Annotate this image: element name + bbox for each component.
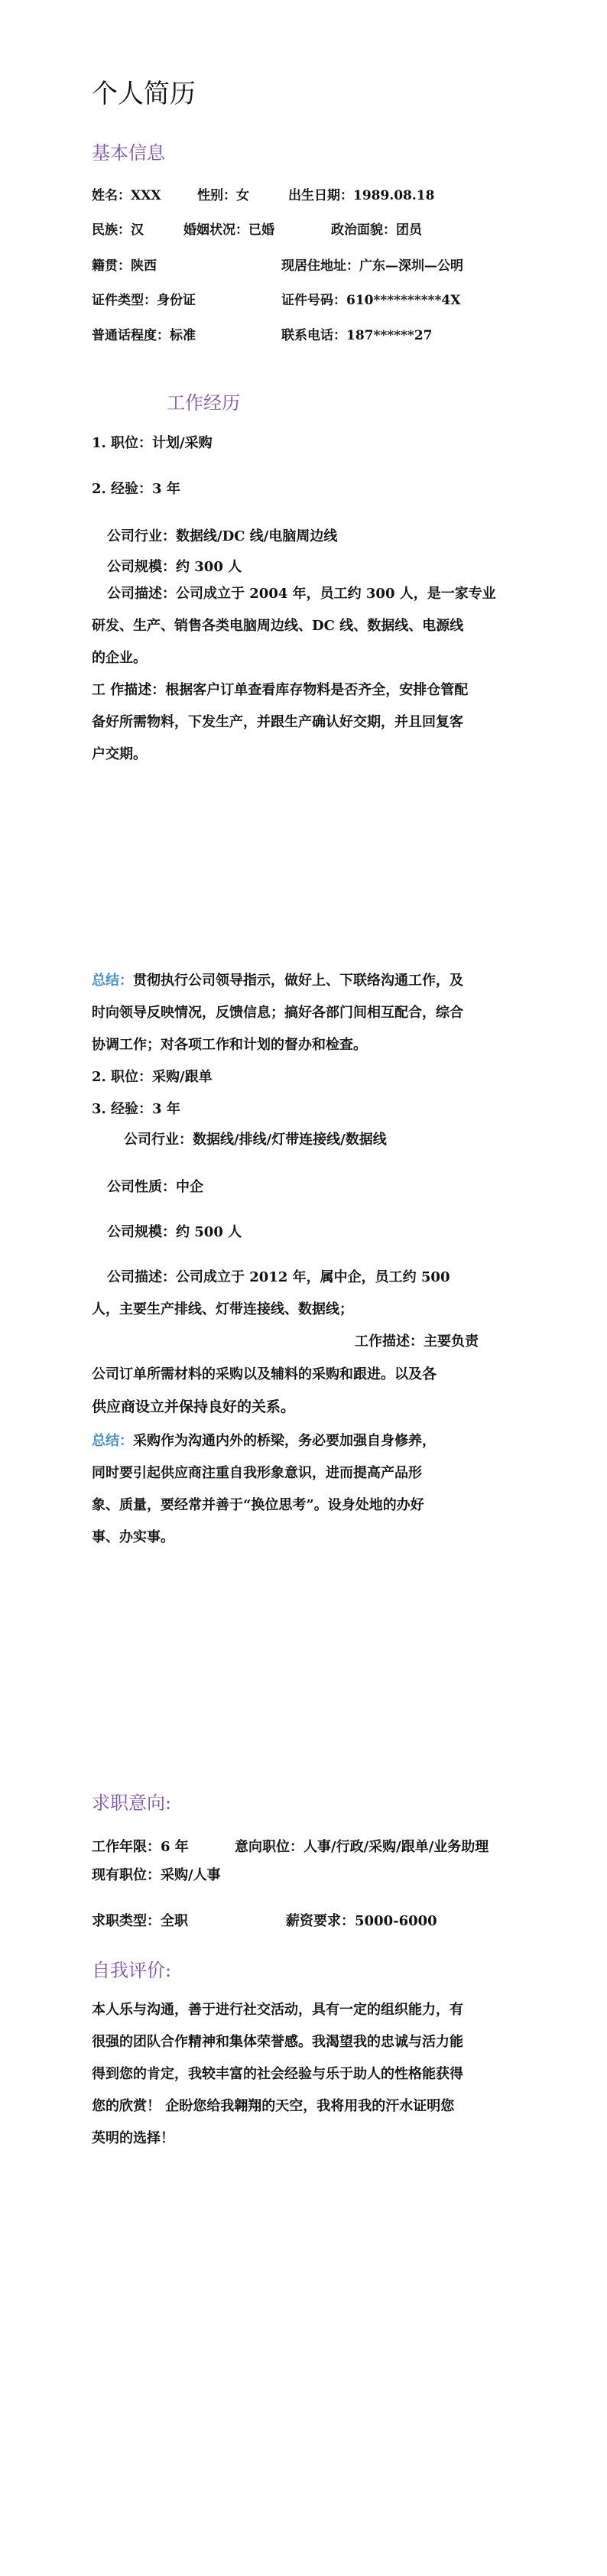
job2-summary-line: 同时要引起供应商注重自我形象意识，进而提高产品形: [92, 1465, 422, 1481]
native-field: 籍贯：陕西: [92, 258, 157, 274]
job2-description: [92, 1262, 479, 1423]
job1-experience: 2. 经验：3 年: [92, 481, 180, 497]
phone-field: 联系电话：187******27: [281, 328, 433, 343]
job2-duty-line: 工作描述：主要负责: [355, 1333, 479, 1350]
job1-desc-line: 公司描述：公司成立于 2004 年，员工约 300 人，是一家专业: [107, 586, 496, 602]
birth-field: 出生日期：1989.08.18: [288, 188, 435, 203]
job2-duty-line: 各: [422, 1366, 437, 1382]
job2-experience: 3. 经验：3 年: [92, 1101, 180, 1117]
gender-field: 性别：女: [197, 188, 249, 203]
work-heading: 工作经历: [167, 392, 240, 414]
self-eval-line: 本人乐与沟通，善于进行社交活动，具有一定的组织能力，有: [92, 2002, 463, 2018]
job2-nature: 公司性质：中企: [107, 1179, 203, 1195]
id-type-field: 证件类型：身份证: [92, 293, 196, 308]
summary-keyword: 总结：: [92, 1433, 133, 1449]
job1-summary-line: 时向领导反映情况，反馈信息；搞好各部门间相互配合，综合: [92, 1005, 463, 1021]
self-eval-line: 很强的团队合作精神和集体荣誉感。我渴望我的忠诚与活力能: [92, 2034, 463, 2050]
id-number-field: 证件号码：610**********4X: [281, 293, 461, 308]
job2-scale: 公司规模：约 500 人: [107, 1224, 242, 1240]
current-position-field: 现有职位：采购/人事: [92, 1867, 221, 1883]
years-field: 工作年限：6 年: [92, 1839, 189, 1855]
job-type-field: 求职类型：全职: [92, 1913, 188, 1929]
residence-field: 现居住地址：广东—深圳—公明: [281, 258, 463, 274]
job2-summary-line: 采购作为沟通内外的桥梁，务必要加强自身修养，: [133, 1433, 436, 1449]
ethnic-field: 民族：汉: [92, 223, 144, 238]
intent-heading: 求职意向:: [92, 1792, 172, 1814]
job2-duty-line: 供应商设立并保持良好的关系。: [92, 1398, 296, 1415]
job2-summary-line: 象、质量，要经常并善于“换位思考”。设身处地的办好: [92, 1497, 424, 1513]
mandarin-field: 普通话程度：标准: [92, 328, 196, 343]
job2-summary-line: 事、办实事。: [92, 1529, 174, 1545]
self-eval-line: 您的欣赏！ 企盼您给我翱翔的天空，我将用我的汗水证明您: [92, 2098, 455, 2114]
self-eval-line: 英明的选择！: [92, 2130, 174, 2146]
job1-position: 1. 职位：计划/采购: [92, 435, 213, 451]
summary-keyword: 总结：: [92, 973, 133, 989]
self-eval-line: 得到您的肯定，我较丰富的社会经验与乐于助人的性格能获得: [92, 2066, 463, 2082]
marital-field: 婚姻状况：已婚: [183, 223, 274, 238]
job1-summary-line: 协调工作；对各项工作和计划的督办和检查。: [92, 1037, 367, 1053]
job2-desc-line: 人，主要生产排线、灯带连接线、数据线；: [92, 1301, 353, 1317]
job2-summary: [92, 1425, 436, 1554]
job1-industry: 公司行业：数据线/DC 线/电脑周边线: [107, 528, 338, 544]
job1-description: [92, 578, 496, 771]
job1-desc-line: 的企业。: [92, 650, 147, 666]
job2-duty-line: 公司订单所需材料的采购以及辅料的采购和跟进。以及: [92, 1366, 422, 1382]
job2-position: 2. 职位：采购/跟单: [92, 1069, 213, 1085]
job1-duty-line: 备好所需物料，下发生产，并跟生产确认好交期，并且回复客: [92, 714, 463, 730]
job1-duty-line: 工 作描述：根据客户订单查看库存物料是否齐全，安排仓管配: [92, 682, 469, 698]
salary-field: 薪资要求：5000-6000: [286, 1913, 437, 1929]
job1-summary: [92, 965, 463, 1061]
political-field: 政治面貌：团员: [331, 223, 422, 238]
self-eval-heading: 自我评价:: [92, 1960, 172, 1981]
job1-summary-line: 贯彻执行公司领导指示，做好上、下联络沟通工作，及: [133, 973, 463, 989]
self-eval-text: [92, 1994, 463, 2155]
job1-desc-line: 研发、生产、销售各类电脑周边线、DC 线、数据线、电源线: [92, 618, 464, 634]
name-field: 姓名：XXX: [92, 188, 161, 203]
job2-desc-line: 公司描述：公司成立于 2012 年，属中企，员工约 500: [107, 1269, 450, 1285]
job1-scale: 公司规模：约 300 人: [107, 559, 242, 575]
basic-info-heading: 基本信息: [92, 142, 165, 164]
target-position-field: 意向职位：人事/行政/采购/跟单/业务助理: [235, 1839, 489, 1855]
resume-title: 个人简历: [92, 79, 196, 109]
job1-duty-line: 户交期。: [92, 746, 147, 762]
job2-industry: 公司行业：数据线/排线/灯带连接线/数据线: [124, 1132, 387, 1148]
